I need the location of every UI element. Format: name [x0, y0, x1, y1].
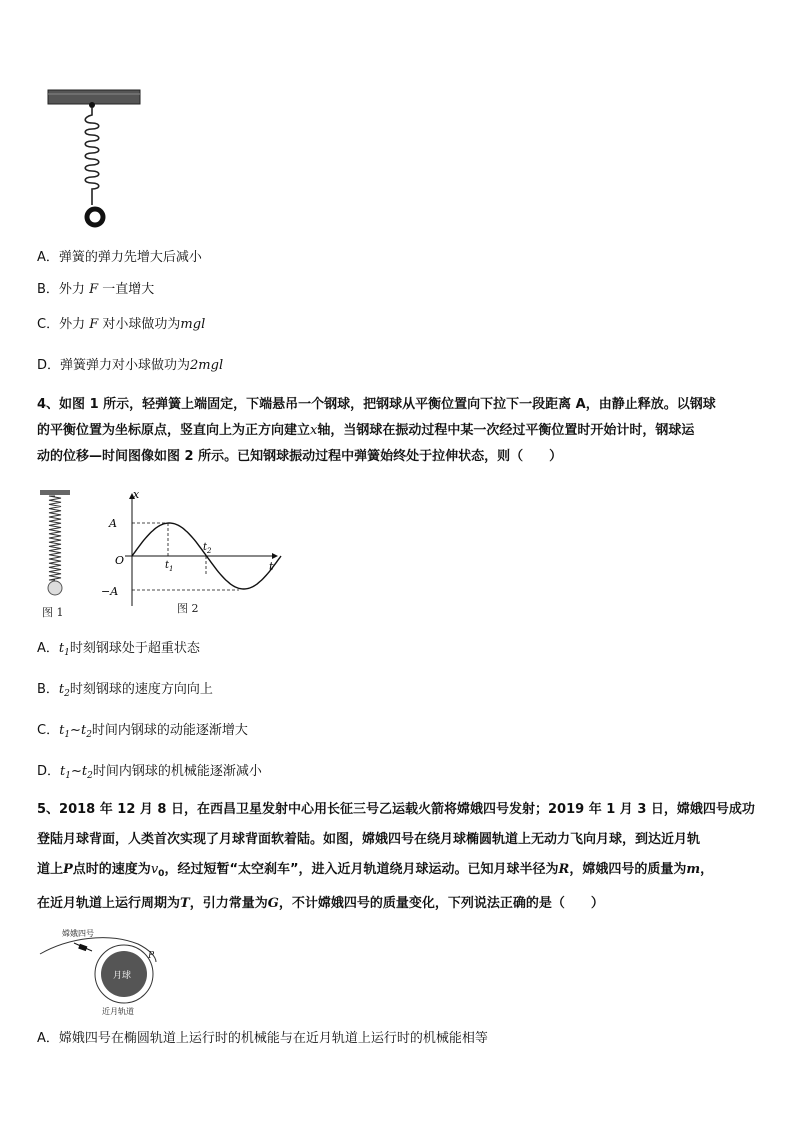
amplitude-negative-label: −A	[101, 585, 119, 598]
q4-option-c: C．$t_1\sim t_2$时间内钢球的动能逐渐增大	[37, 723, 248, 740]
q3-option-a: A．弹簧的弹力先增大后减小	[37, 250, 202, 265]
point-p-label: P	[148, 951, 155, 961]
origin-label: O	[115, 554, 125, 567]
q4-option-b: B．$t_2$时刻钢球的速度方向向上	[37, 682, 213, 699]
steel-ball	[48, 581, 62, 595]
q3-option-b: B．外力 F 一直增大	[37, 282, 155, 297]
q4-option-a: A．$t_1$时刻钢球处于超重状态	[37, 641, 200, 658]
q4-stem: 4、如图 1 所示，轻弹簧上端固定，下端悬吊一个钢球，把钢球从平衡位置向下拉下一段距离 A，由静止释放。以钢球 的平衡位置为坐标原点，竖直向上为正方向建立x轴，当钢球在振动过程中某一次经过平衡位置时开始计时，钢球运 动的位移—时间图像如图 2 所示。已知钢球振动过程中弹簧始终处于拉伸状态，则（ ）	[37, 397, 716, 464]
moon-label: 月球	[113, 971, 132, 981]
spring-coil	[85, 107, 99, 205]
q4-figure2	[95, 486, 285, 616]
figure1-caption: 图 1	[42, 606, 64, 619]
t1-label: $t_1$	[165, 560, 174, 573]
t2-label: $t_2$	[203, 542, 212, 555]
q3-spring-figure	[45, 85, 145, 235]
figure2-caption: 图 2	[177, 602, 199, 615]
craft-icon	[74, 943, 92, 951]
y-axis-label: x	[133, 488, 140, 501]
q5-option-a: A．嫦娥四号在椭圆轨道上运行时的机械能与在近月轨道上运行时的机械能相等	[37, 1031, 488, 1046]
q5-stem: 5、2018 年 12 月 8 日，在西昌卫星发射中心用长征三号乙运载火箭将嫦娥四号发射；2019 年 1 月 3 日，嫦娥四号成功 登陆月球背面，人类首次实现了月球背面软着陆。如图，嫦娥四号在绕月球椭圆轨道上无动力飞向月球，到达近月轨 道上P点时的速度为$v_0$，经过短暂“太空刹车”，进入近月轨道绕月球运动。已知月球半径为R，嫦娥四号的质量为m， 在近月轨道上运行周期为T，引力常量为G，不计嫦娥四号的质量变化，下列说法正确的是（ ）	[37, 802, 755, 911]
x-axis-label: t	[269, 560, 274, 573]
ceiling-plate	[40, 490, 70, 495]
ring-ball	[87, 209, 103, 225]
spring-coil-path	[49, 496, 61, 580]
ceiling-bar	[48, 90, 140, 104]
orbit-label: 近月轨道	[102, 1007, 134, 1016]
q3-option-d: D．弹簧弹力对小球做功为2mgl	[37, 358, 224, 373]
amplitude-positive-label: A	[109, 517, 117, 530]
spring-coil	[49, 496, 61, 580]
q3-option-c: C．外力 F 对小球做功为mgl	[37, 317, 206, 332]
q4-figure1	[36, 488, 76, 628]
q4-option-d: D．$t_1\sim t_2$时间内钢球的机械能逐渐减小	[37, 764, 262, 781]
q5-orbit-figure	[38, 922, 168, 1017]
craft-label: 嫦娥四号	[62, 929, 94, 938]
